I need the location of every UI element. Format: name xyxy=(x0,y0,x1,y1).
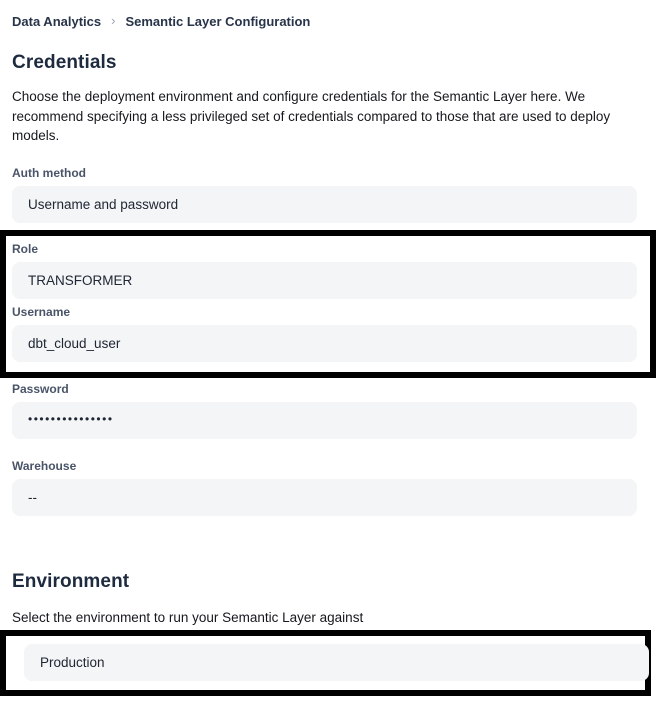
highlight-box-environment xyxy=(0,630,651,696)
breadcrumb-data-analytics[interactable]: Data Analytics xyxy=(12,14,102,29)
password-input[interactable] xyxy=(12,402,637,439)
auth-method-select[interactable]: Username and password xyxy=(12,186,637,223)
credentials-heading: Credentials xyxy=(12,52,117,73)
highlight-box-role-username xyxy=(0,230,656,378)
username-label: Username xyxy=(12,304,71,319)
username-input[interactable]: dbt_cloud_user xyxy=(12,325,637,362)
role-field xyxy=(12,242,650,299)
breadcrumb-semantic-layer-configuration: Semantic Layer Configuration xyxy=(125,14,311,29)
role-label: Role xyxy=(12,241,39,256)
password-field xyxy=(12,382,649,439)
credentials-description: Choose the deployment environment and configure credentials for the Semantic Layer here. We recommend specifying a less privileged set of credentials compared to those that are used to deploy models. xyxy=(12,89,611,143)
environment-description: Select the environment to run your Semantic Layer against xyxy=(12,609,364,625)
chevron-right-icon: › xyxy=(111,13,116,28)
environment-field xyxy=(24,644,633,681)
breadcrumb xyxy=(0,0,661,29)
role-input[interactable]: TRANSFORMER xyxy=(12,262,637,299)
warehouse-label: Warehouse xyxy=(12,458,77,473)
environment-select[interactable]: Production xyxy=(24,644,649,681)
auth-method-label: Auth method xyxy=(12,165,86,180)
auth-method-field xyxy=(12,166,649,223)
environment-heading: Environment xyxy=(12,570,130,592)
password-label: Password xyxy=(12,381,69,396)
warehouse-field xyxy=(12,459,649,516)
password-masked-value: ••••••••••••••• xyxy=(28,412,114,426)
username-field xyxy=(12,305,650,362)
warehouse-input[interactable]: -- xyxy=(12,479,637,516)
